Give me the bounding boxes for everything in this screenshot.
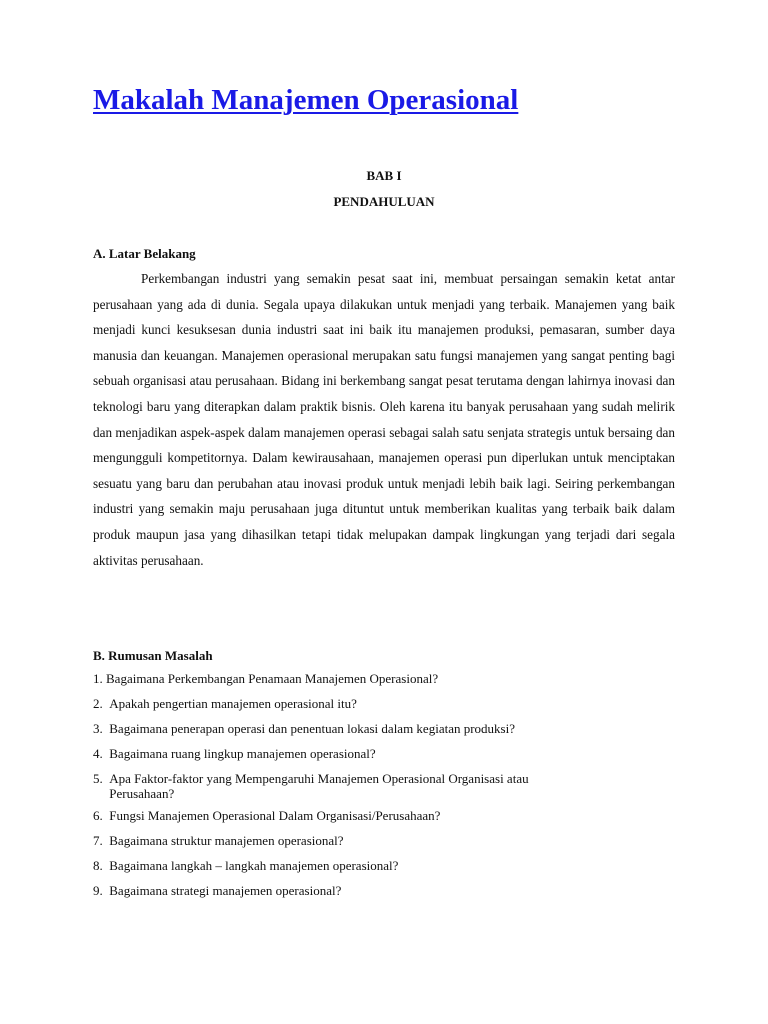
list-item-number: 6. [93, 808, 110, 823]
question-list [93, 671, 675, 908]
list-item-number: 1. [93, 671, 106, 686]
list-item-text: Bagaimana ruang lingkup manajemen operasional? [109, 746, 376, 761]
list-item-number: 5. [93, 771, 110, 786]
list-item-text: Apa Faktor-faktor yang Mempengaruhi Manajemen Operasional Organisasi atau Perusahaan? [109, 771, 529, 801]
list-item [93, 721, 675, 746]
list-item-number: 3. [93, 721, 110, 736]
list-item-text: Bagaimana penerapan operasi dan penentuan lokasi dalam kegiatan produksi? [109, 721, 515, 736]
list-item-text: Bagaimana Perkembangan Penamaan Manajemen Operasional? [106, 671, 439, 686]
list-item-number: 2. [93, 696, 110, 711]
list-item [93, 833, 675, 858]
list-item-text: Bagaimana struktur manajemen operasional? [109, 833, 344, 848]
list-item [93, 746, 675, 771]
list-item [93, 671, 675, 696]
section-b-heading: B. Rumusan Masalah [93, 648, 213, 663]
list-item-number: 9. [93, 883, 110, 898]
list-item [93, 771, 675, 808]
section-a-paragraph: Perkembangan industri yang semakin pesat saat ini, membuat persaingan semakin ketat antar perusahaan yang ada di dunia. Segala upaya dilakukan untuk menjadi yang terbaik. Manajemen yang baik menjadi kunci kesuksesan dunia industri saat ini baik itu manajemen produksi, pemasaran, sumber daya manusia dan keuangan. Manajemen operasional merupakan satu fungsi manajemen yang sangat penting bagi sebuah organisasi atau perusahaan. Bidang ini berkembang sangat pesat terutama dengan lahirnya inovasi dan teknologi baru yang diterapkan dalam praktik bisnis. Oleh karena itu banyak perusahaan yang sudah melirik dan menjadikan aspek-aspek dalam manajemen operasi sebagai salah satu senjata strategis untuk bersaing dan mengungguli kompetitornya. Dalam kewirausahaan, manajemen operasi pun diperlukan untuk menciptakan sesuatu yang baru dan perubahan atau inovasi produk untuk menjadi lebih baik lagi. Seiring perkembangan industri yang semakin maju perusahaan juga dituntut untuk memberikan kualitas yang terbaik baik dalam produk maupun jasa yang dihasilkan tetapi tidak melupakan dampak lingkungan yang terjadi dari segala aktivitas perusahaan. [93, 271, 675, 568]
list-item-text: Fungsi Manajemen Operasional Dalam Organisasi/Perusahaan? [109, 808, 441, 823]
list-item [93, 808, 675, 833]
list-item-number: 8. [93, 858, 110, 873]
list-item [93, 696, 675, 721]
list-item [93, 858, 675, 883]
list-item [93, 883, 675, 908]
document-title-link[interactable]: Makalah Manajemen Operasional [93, 84, 519, 116]
list-item-number: 4. [93, 746, 110, 761]
list-item-number: 7. [93, 833, 110, 848]
section-a-heading: A. Latar Belakang [93, 246, 196, 261]
list-item-text: Bagaimana langkah – langkah manajemen operasional? [109, 858, 399, 873]
list-item-text: Bagaimana strategi manajemen operasional? [109, 883, 342, 898]
list-item-text: Apakah pengertian manajemen operasional itu? [109, 696, 357, 711]
chapter-number: BAB I [366, 168, 402, 183]
chapter-title: PENDAHULUAN [333, 194, 435, 209]
